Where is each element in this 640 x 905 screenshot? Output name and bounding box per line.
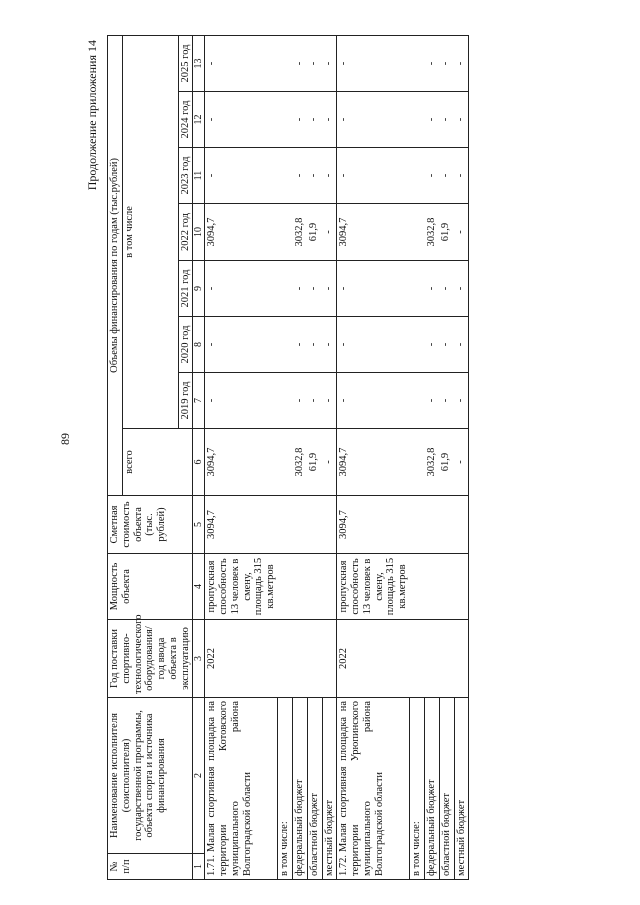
value-cell: 61,9 xyxy=(307,204,322,261)
value-cell: - xyxy=(293,148,308,204)
value-cell xyxy=(410,92,425,148)
value-cell: 61,9 xyxy=(439,204,454,261)
value-cell: - xyxy=(322,261,337,317)
table-row xyxy=(293,35,308,879)
value-cell: - xyxy=(205,92,278,148)
table-body xyxy=(205,35,469,879)
total-cell: 61,9 xyxy=(439,429,454,496)
value-cell: - xyxy=(293,92,308,148)
header-year-col: 2022 год xyxy=(178,204,193,261)
blank-cell xyxy=(425,496,440,554)
value-cell xyxy=(278,35,293,91)
header-funding: Объемы финансирования по годам (тыс.рублей) xyxy=(108,35,123,495)
value-cell: - xyxy=(439,92,454,148)
blank-cell xyxy=(410,554,425,620)
value-cell: - xyxy=(293,317,308,373)
header-year-col: 2023 год xyxy=(178,148,193,204)
blank-cell xyxy=(307,620,322,698)
blank-cell xyxy=(425,620,440,698)
total-cell xyxy=(278,429,293,496)
total-cell: 3094,7 xyxy=(205,429,278,496)
blank-cell xyxy=(307,496,322,554)
column-number: 13 xyxy=(193,35,205,91)
column-number: 11 xyxy=(193,148,205,204)
blank-cell xyxy=(410,496,425,554)
blank-cell xyxy=(322,554,337,620)
value-cell: - xyxy=(307,261,322,317)
blank-cell xyxy=(322,620,337,698)
total-cell: 3094,7 xyxy=(337,429,410,496)
value-cell xyxy=(410,148,425,204)
value-cell: - xyxy=(307,92,322,148)
header-year: Год поставки спортивно-технологического оборудования/ год ввода объекта в эксплуатацию xyxy=(108,620,193,698)
blank-cell xyxy=(410,620,425,698)
value-cell: - xyxy=(337,92,410,148)
value-cell: - xyxy=(322,92,337,148)
value-cell: - xyxy=(293,373,308,429)
blank-cell xyxy=(454,620,469,698)
value-cell xyxy=(278,148,293,204)
value-cell: - xyxy=(454,204,469,261)
value-cell: - xyxy=(337,261,410,317)
table-row xyxy=(425,35,440,879)
row-number: 1.71. xyxy=(206,855,218,876)
column-number: 5 xyxy=(193,496,205,554)
total-cell: 3032,8 xyxy=(425,429,440,496)
header-incl: в том числе xyxy=(122,35,178,428)
blank-cell xyxy=(454,554,469,620)
header-year-col: 2024 год xyxy=(178,92,193,148)
header-year-col: 2019 год xyxy=(178,373,193,429)
total-cell xyxy=(410,429,425,496)
blank-cell xyxy=(293,554,308,620)
value-cell: - xyxy=(205,317,278,373)
header-year-col: 2020 год xyxy=(178,317,193,373)
column-number: 2 xyxy=(193,698,205,854)
table-row xyxy=(322,35,337,879)
value-cell: - xyxy=(454,35,469,91)
column-number: 9 xyxy=(193,261,205,317)
value-cell: - xyxy=(307,148,322,204)
blank-cell xyxy=(307,554,322,620)
source-label: федеральный бюджет xyxy=(293,698,308,880)
value-cell: - xyxy=(425,261,440,317)
value-cell: - xyxy=(439,317,454,373)
blank-cell xyxy=(439,620,454,698)
value-cell: - xyxy=(322,35,337,91)
value-cell: - xyxy=(322,317,337,373)
blank-cell xyxy=(454,496,469,554)
source-label: в том числе: xyxy=(410,698,425,880)
value-cell: - xyxy=(307,35,322,91)
continuation-caption: Продолжение приложения 14 xyxy=(85,40,99,191)
page-number: 89 xyxy=(58,433,72,445)
blank-cell xyxy=(439,554,454,620)
source-label: местный бюджет xyxy=(322,698,337,880)
value-cell xyxy=(410,261,425,317)
object-name: Малая спортивная площадка на территории Урюпинского муниципального района Волгоградской области xyxy=(338,701,385,876)
value-cell xyxy=(278,317,293,373)
header-year-col: 2025 год xyxy=(178,35,193,91)
value-cell: - xyxy=(425,92,440,148)
year-cell: 2022 xyxy=(337,620,410,698)
cost-cell: 3094,7 xyxy=(205,496,278,554)
table-row xyxy=(278,35,293,879)
value-cell: - xyxy=(425,317,440,373)
total-cell: - xyxy=(454,429,469,496)
column-number: 3 xyxy=(193,620,205,698)
value-cell xyxy=(278,204,293,261)
column-number: 4 xyxy=(193,554,205,620)
blank-cell xyxy=(322,496,337,554)
value-cell: - xyxy=(322,148,337,204)
value-cell: - xyxy=(322,373,337,429)
value-cell: - xyxy=(454,92,469,148)
year-cell: 2022 xyxy=(205,620,278,698)
source-label: федеральный бюджет xyxy=(425,698,440,880)
object-name-cell xyxy=(205,698,278,880)
object-name-cell xyxy=(337,698,410,880)
value-cell xyxy=(410,317,425,373)
column-number: 7 xyxy=(193,373,205,429)
object-name: Малая спортивная площадка на территории Котовского муниципального района Волгоградской области xyxy=(206,701,253,876)
header-name: Наименование исполнителя (соисполнителя) государственной программы, объекта спорта и источника финансирования xyxy=(108,698,193,854)
table-row xyxy=(205,35,278,879)
value-cell: - xyxy=(439,35,454,91)
value-cell xyxy=(410,373,425,429)
total-cell: 3032,8 xyxy=(293,429,308,496)
column-number: 10 xyxy=(193,204,205,261)
value-cell: - xyxy=(307,373,322,429)
table-row xyxy=(337,35,410,879)
funding-table xyxy=(107,35,469,880)
table-row xyxy=(439,35,454,879)
value-cell: - xyxy=(425,35,440,91)
source-label: в том числе: xyxy=(278,698,293,880)
table-row xyxy=(307,35,322,879)
value-cell: - xyxy=(322,204,337,261)
header-year-col: 2021 год xyxy=(178,261,193,317)
value-cell: - xyxy=(425,373,440,429)
value-cell xyxy=(410,204,425,261)
total-cell: 61,9 xyxy=(307,429,322,496)
value-cell xyxy=(410,35,425,91)
value-cell: - xyxy=(337,148,410,204)
blank-cell xyxy=(278,496,293,554)
value-cell: - xyxy=(425,148,440,204)
value-cell: - xyxy=(439,373,454,429)
column-number: 1 xyxy=(193,854,205,880)
source-label: местный бюджет xyxy=(454,698,469,880)
column-number: 12 xyxy=(193,92,205,148)
blank-cell xyxy=(425,554,440,620)
column-number: 6 xyxy=(193,429,205,496)
table-row xyxy=(410,35,425,879)
value-cell: - xyxy=(454,148,469,204)
table-row xyxy=(454,35,469,879)
value-cell: 3032,8 xyxy=(425,204,440,261)
value-cell: - xyxy=(293,35,308,91)
source-label: областной бюджет xyxy=(439,698,454,880)
column-number-row xyxy=(193,35,205,879)
value-cell: - xyxy=(439,261,454,317)
source-label: областной бюджет xyxy=(307,698,322,880)
blank-cell xyxy=(278,554,293,620)
value-cell xyxy=(278,92,293,148)
value-cell xyxy=(278,261,293,317)
blank-cell xyxy=(439,496,454,554)
value-cell: - xyxy=(307,317,322,373)
value-cell: - xyxy=(454,261,469,317)
value-cell: - xyxy=(205,35,278,91)
blank-cell xyxy=(293,620,308,698)
blank-cell xyxy=(293,496,308,554)
cost-cell: 3094,7 xyxy=(337,496,410,554)
value-cell: - xyxy=(337,35,410,91)
value-cell: 3094,7 xyxy=(205,204,278,261)
capacity-cell: пропускная способность 13 человек в смену, площадь 315 кв.метров xyxy=(337,554,410,620)
value-cell: - xyxy=(205,373,278,429)
capacity-cell: пропускная способность 13 человек в смену, площадь 315 кв.метров xyxy=(205,554,278,620)
value-cell: - xyxy=(205,148,278,204)
row-number: 1.72. xyxy=(338,855,350,876)
value-cell xyxy=(278,373,293,429)
column-number: 8 xyxy=(193,317,205,373)
value-cell: - xyxy=(205,261,278,317)
value-cell: 3094,7 xyxy=(337,204,410,261)
value-cell: - xyxy=(439,148,454,204)
blank-cell xyxy=(278,620,293,698)
header-cost: Сметная стоимость объекта (тыс. рублей) xyxy=(108,496,193,554)
value-cell: - xyxy=(454,317,469,373)
header-total: всего xyxy=(122,429,193,496)
total-cell: - xyxy=(322,429,337,496)
value-cell: - xyxy=(337,373,410,429)
value-cell: - xyxy=(454,373,469,429)
header-capacity: Мощность объекта xyxy=(108,554,193,620)
value-cell: 3032,8 xyxy=(293,204,308,261)
value-cell: - xyxy=(293,261,308,317)
value-cell: - xyxy=(337,317,410,373)
rotated-page xyxy=(85,40,610,880)
header-num: № п/п xyxy=(108,854,193,880)
